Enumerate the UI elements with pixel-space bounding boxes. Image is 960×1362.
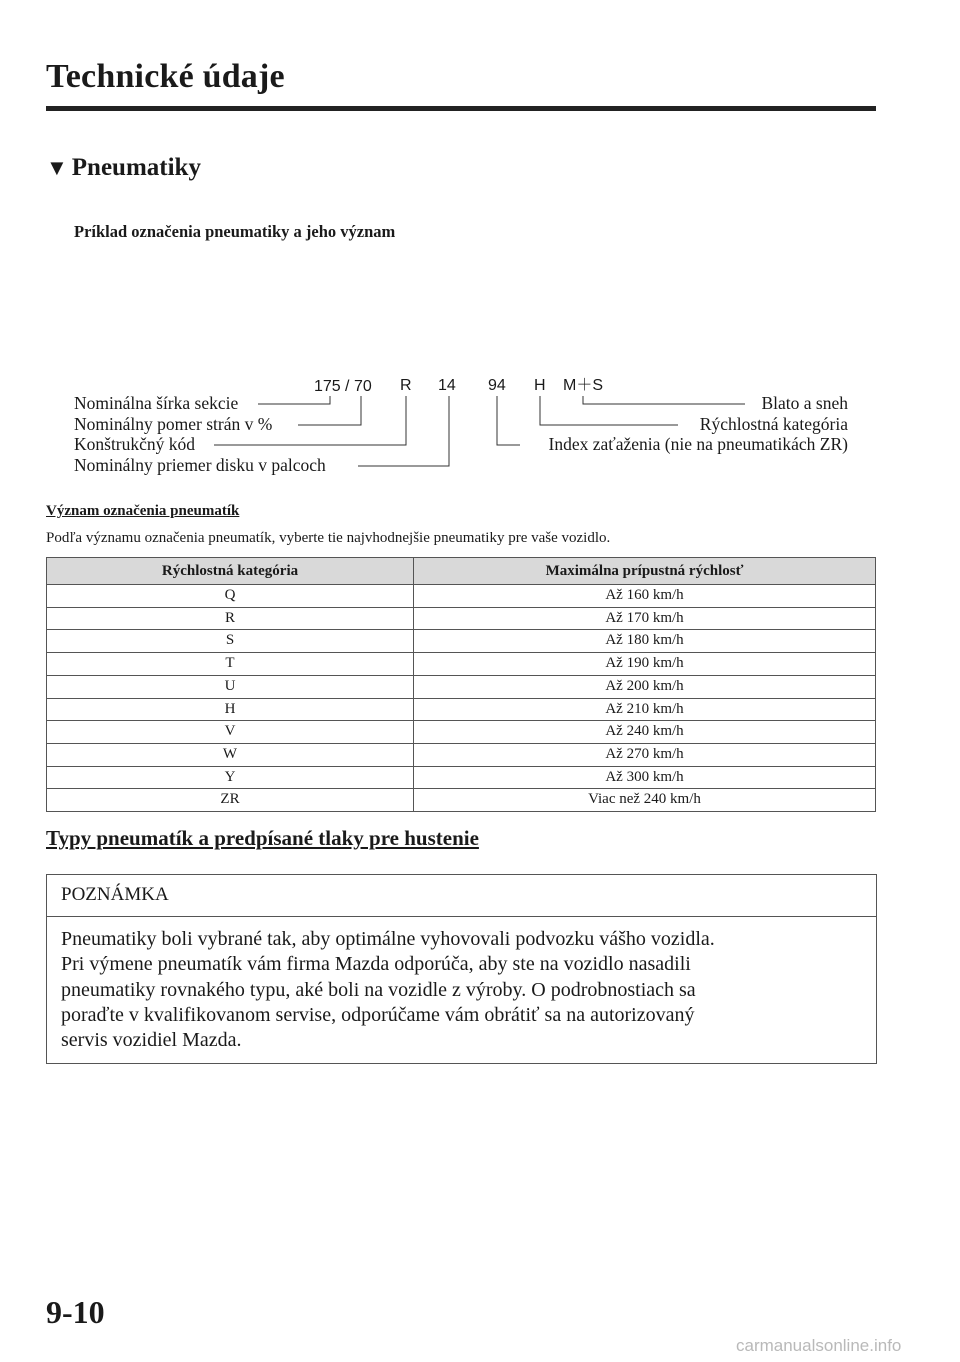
- table-row: [47, 789, 876, 812]
- table-row: [47, 607, 876, 630]
- table-cell-category: S: [47, 630, 414, 653]
- note-title: POZNÁMKA: [47, 875, 876, 917]
- table-row: [47, 653, 876, 676]
- code-rim: 14: [438, 377, 456, 394]
- pressure-heading: Typy pneumatík a predpísané tlaky pre hustenie: [46, 826, 479, 850]
- table-cell-category: V: [47, 721, 414, 744]
- table-cell-speed: Viac než 240 km/h: [414, 789, 876, 812]
- note-line: poraďte v kvalifikovanom servise, odporúčame vám obrátiť sa na autorizovaný: [61, 1003, 695, 1026]
- section-heading: [46, 154, 201, 182]
- leader-speed-category: [540, 396, 678, 425]
- meaning-intro: Podľa významu označenia pneumatík, vyberte tie najvhodnejšie pneumatiky pre vaše vozidlo.: [46, 530, 611, 546]
- table-cell-category: ZR: [47, 789, 414, 812]
- table-row: [47, 630, 876, 653]
- label-section-width: Nominálna šírka sekcie: [74, 393, 239, 413]
- section-heading-text: Pneumatiky: [71, 154, 201, 181]
- table-cell-speed: Až 170 km/h: [414, 607, 876, 630]
- table-row: [47, 698, 876, 721]
- note-body: [61, 927, 861, 1053]
- table-cell-speed: Až 240 km/h: [414, 721, 876, 744]
- note-line: Pneumatiky boli vybrané tak, aby optimálne vyhovovali podvozku vášho vozidla.: [61, 928, 715, 950]
- table-cell-speed: Až 180 km/h: [414, 630, 876, 653]
- table-cell-speed: Až 270 km/h: [414, 743, 876, 766]
- code-construction: R: [400, 377, 412, 394]
- leader-rim-diameter: [358, 396, 449, 466]
- label-mud-snow: Blato a sneh: [761, 393, 848, 413]
- table-row: [47, 743, 876, 766]
- table-row: [47, 721, 876, 744]
- triangle-down-icon: ▼: [46, 155, 68, 180]
- table-row: [47, 766, 876, 789]
- table-cell-category: T: [47, 653, 414, 676]
- table-cell-speed: Až 200 km/h: [414, 675, 876, 698]
- table-cell-category: U: [47, 675, 414, 698]
- table-cell-speed: Až 160 km/h: [414, 585, 876, 608]
- chapter-title: Technické údaje: [46, 58, 285, 95]
- header-speed-category: Rýchlostná kategória: [47, 558, 414, 585]
- table-row: [47, 675, 876, 698]
- table-cell-category: Q: [47, 585, 414, 608]
- code-load: 94: [488, 377, 506, 394]
- note-box: [46, 874, 877, 1064]
- label-load-index: Index zaťaženia (nie na pneumatikách ZR): [548, 434, 848, 454]
- table-header-row: [47, 558, 876, 585]
- tire-marking-diagram: [0, 360, 960, 480]
- leader-load-index: [497, 396, 520, 445]
- page-number: 9-10: [46, 1294, 105, 1330]
- figure-caption: Príklad označenia pneumatiky a jeho význam: [74, 222, 396, 241]
- table-row: [47, 585, 876, 608]
- code-slash: /: [345, 378, 350, 395]
- code-aspect: 70: [354, 378, 372, 395]
- speed-category-table: [46, 557, 876, 812]
- meaning-heading: Význam označenia pneumatík: [46, 503, 240, 519]
- table-cell-category: H: [47, 698, 414, 721]
- label-construction: Konštrukčný kód: [74, 434, 196, 454]
- table-cell-category: W: [47, 743, 414, 766]
- chapter-divider: [46, 106, 876, 111]
- leader-mud-snow: [583, 396, 745, 404]
- label-speed-category: Rýchlostná kategória: [699, 414, 848, 434]
- leader-section-width: [258, 396, 330, 404]
- code-width: 175: [314, 378, 341, 395]
- label-rim-diameter: Nominálny priemer disku v palcoch: [74, 455, 326, 475]
- code-mud-snow: M＋S: [563, 377, 604, 394]
- watermark: carmanualsonline.info: [736, 1336, 902, 1355]
- table-cell-category: Y: [47, 766, 414, 789]
- note-line: Pri výmene pneumatík vám firma Mazda odporúča, aby ste na vozidlo nasadili: [61, 953, 691, 976]
- table-cell-speed: Až 300 km/h: [414, 766, 876, 789]
- label-aspect-ratio: Nominálny pomer strán v %: [74, 414, 273, 434]
- code-speed: H: [534, 377, 546, 394]
- note-line: servis vozidiel Mazda.: [61, 1029, 242, 1052]
- table-cell-speed: Až 190 km/h: [414, 653, 876, 676]
- header-max-speed: Maximálna prípustná rýchlosť: [414, 558, 876, 585]
- table-cell-category: R: [47, 607, 414, 630]
- table-cell-speed: Až 210 km/h: [414, 698, 876, 721]
- note-line: pneumatiky rovnakého typu, aké boli na vozidle z výroby. O podrobnostiach sa: [61, 978, 696, 1001]
